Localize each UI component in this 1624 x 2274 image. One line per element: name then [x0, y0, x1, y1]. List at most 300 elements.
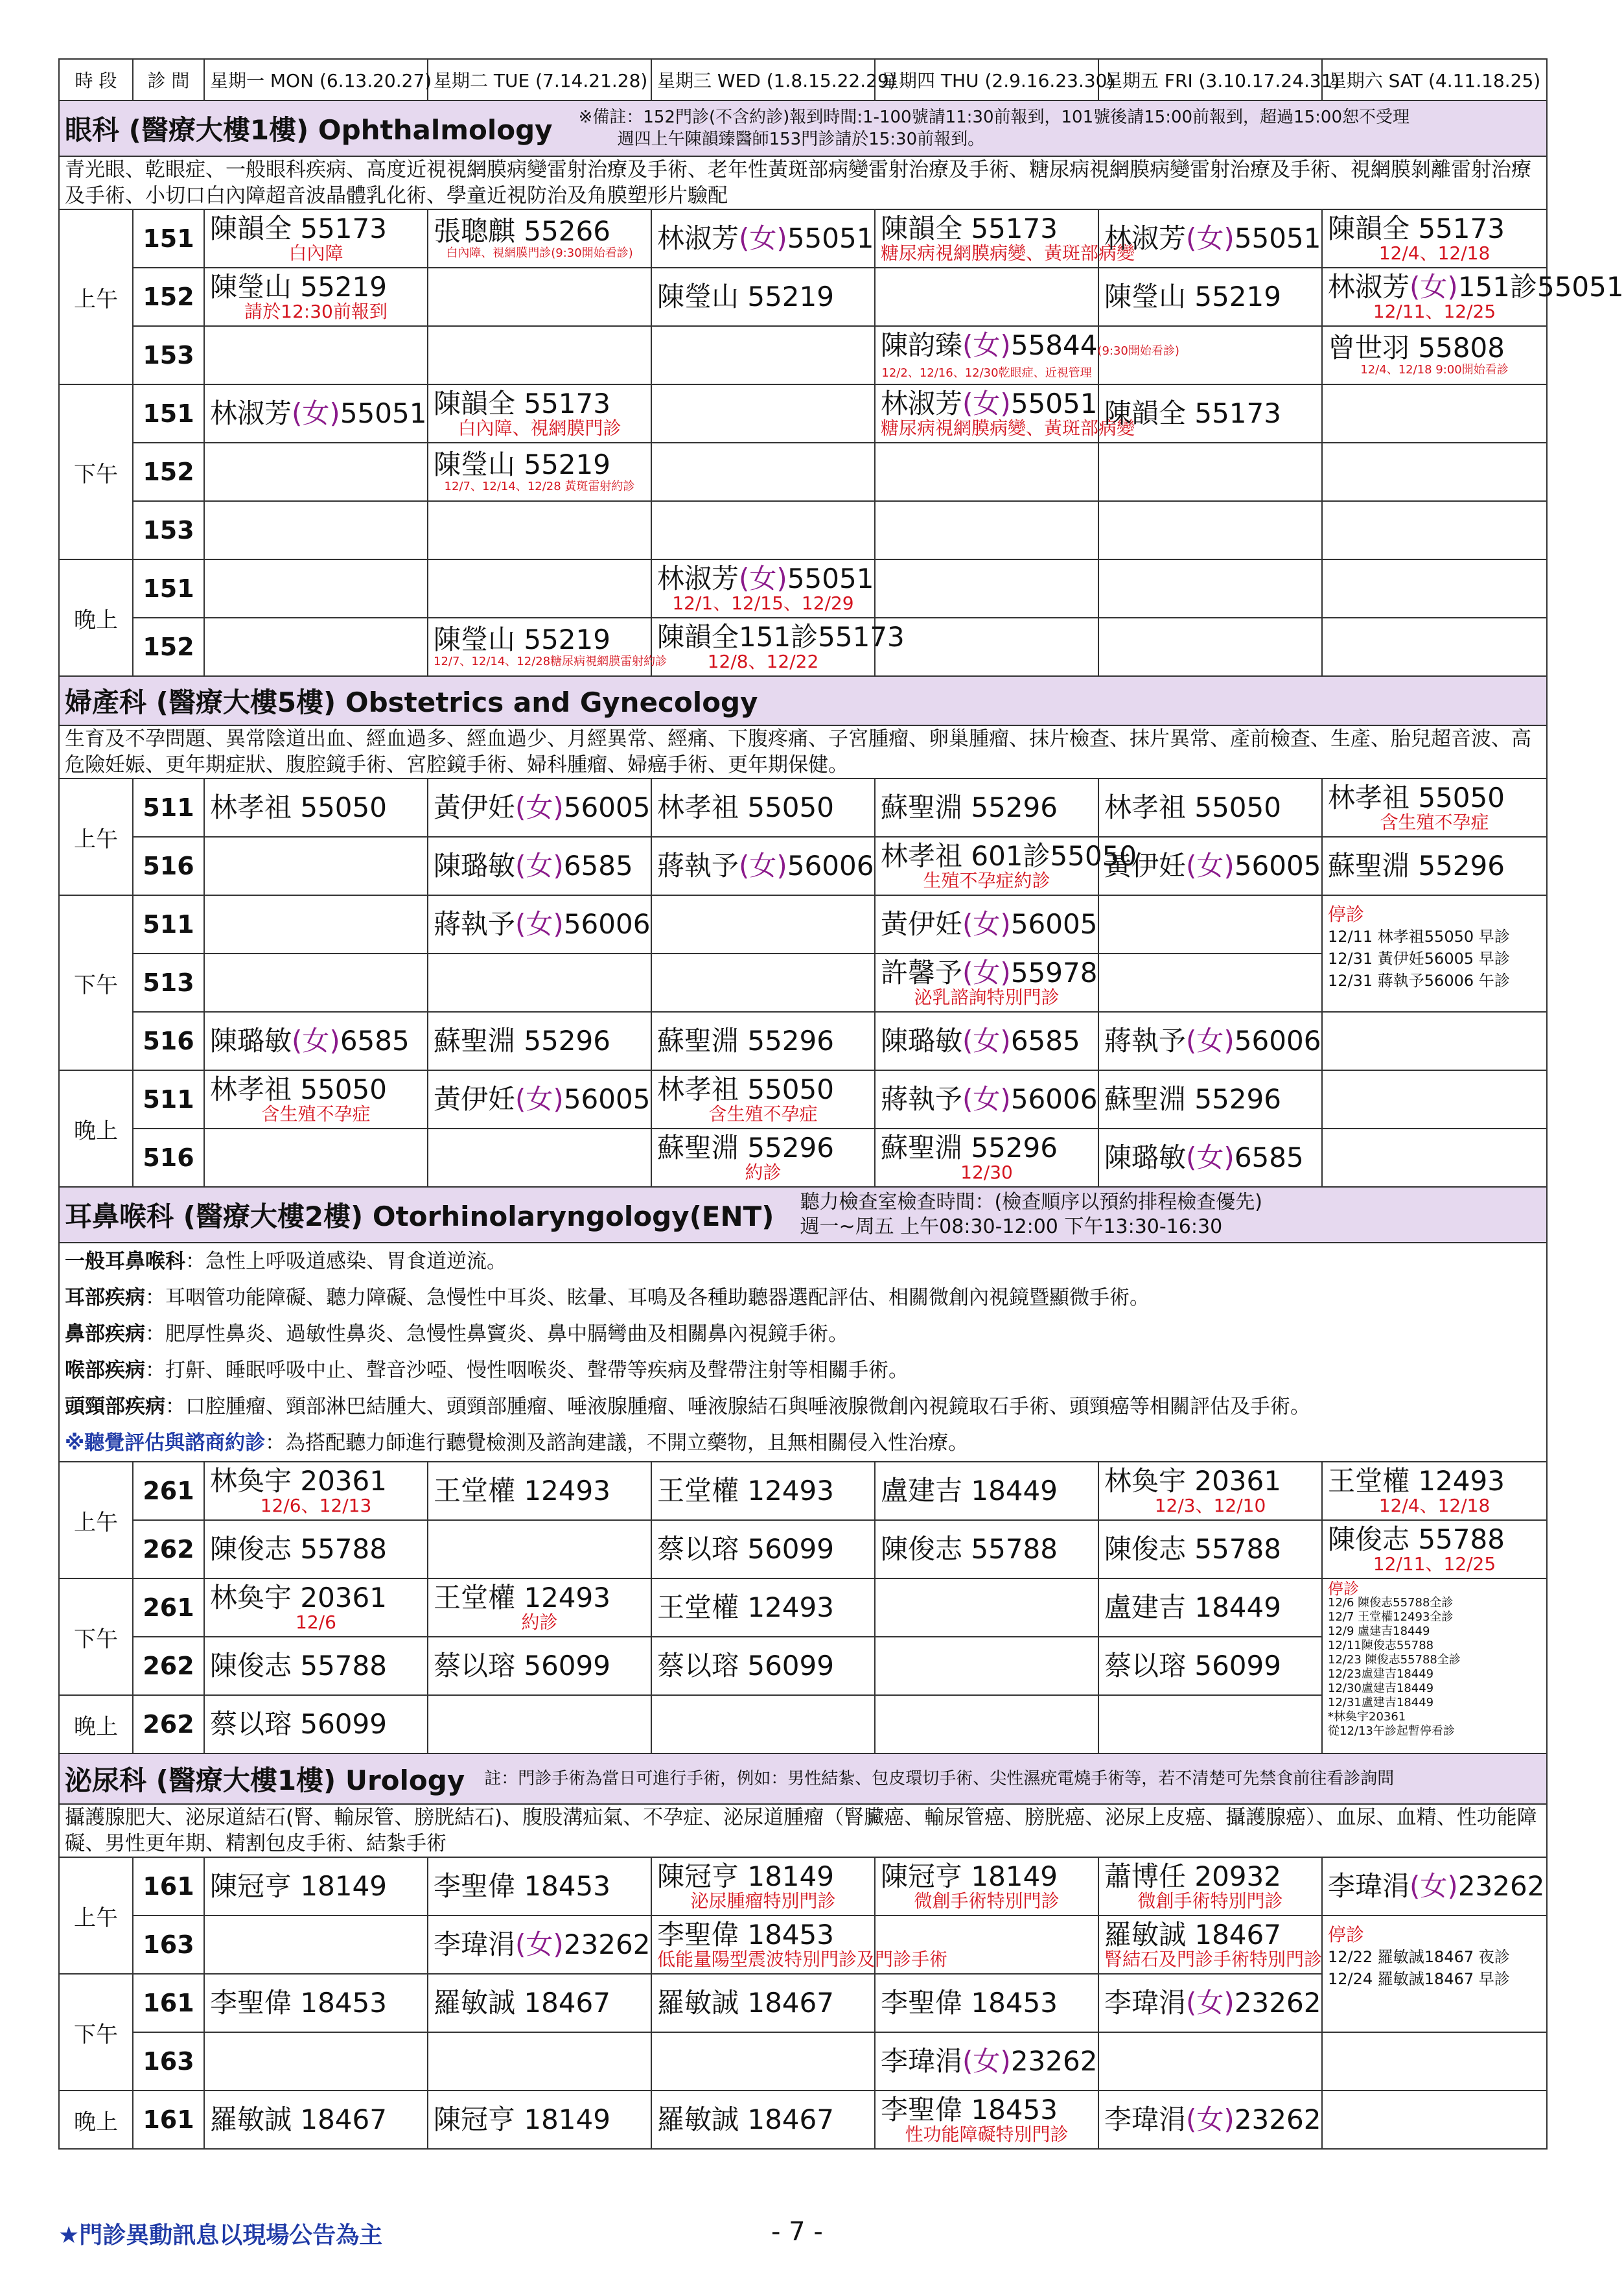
doctor-name: 陳俊志 55788 — [210, 1650, 387, 1682]
doctor-line — [1104, 1025, 1321, 1057]
doctor-name: 陳冠亨 18149 — [210, 1870, 387, 1902]
paren: ( — [1409, 271, 1421, 303]
doctor-name: 陳俊志 55788 — [1104, 1533, 1281, 1565]
clinic-note: 請於12:30前報到 — [244, 301, 388, 322]
empty-cell — [1322, 2091, 1547, 2149]
doctor-name: 許馨予 — [881, 957, 963, 989]
empty-cell — [1322, 1129, 1547, 1187]
empty-cell — [651, 326, 875, 384]
doctor-name: 林孝祖 55050 — [1328, 782, 1505, 814]
doctor-line — [210, 1709, 422, 1739]
extension-number: 55844 — [1010, 329, 1098, 361]
female-marker: 女 — [302, 397, 330, 429]
extension-number: 23262 — [1010, 2045, 1098, 2077]
clinic-note: 含生殖不孕症 — [1380, 812, 1489, 833]
header-tue: 星期二 TUE (7.14.21.28) — [428, 59, 651, 100]
stop-notice-line: 12/6 陳俊志55788全診 — [1328, 1596, 1454, 1610]
header-wed: 星期三 WED (1.8.15.22.29) — [651, 59, 875, 100]
extension-number: 55051 — [787, 222, 874, 254]
doctor-cell — [1098, 268, 1322, 326]
doctor-line — [1104, 850, 1321, 882]
empty-cell — [204, 326, 428, 384]
empty-cell — [428, 954, 651, 1012]
female-marker: 女 — [302, 1025, 330, 1057]
doctor-line — [1104, 282, 1316, 312]
clinic-note: 12/8、12/22 — [707, 651, 819, 672]
empty-cell — [204, 1916, 428, 1974]
doctor-line — [434, 1026, 645, 1056]
doctor-line — [434, 1583, 645, 1613]
empty-cell — [428, 559, 651, 618]
doctor-name: 蕭博任 20932 — [1104, 1860, 1281, 1892]
extension-number: 56005 — [563, 791, 651, 823]
paren: ) — [1224, 222, 1235, 254]
room-number: 161 — [133, 2091, 204, 2149]
doctor-cell — [875, 954, 1098, 1012]
room-number: 262 — [133, 1520, 204, 1578]
empty-cell — [428, 2032, 651, 2091]
room-number: 153 — [133, 501, 204, 559]
period-label: 下午 — [59, 895, 133, 1070]
clinic-note: 生殖不孕症約診 — [923, 870, 1050, 891]
empty-cell — [1322, 618, 1547, 676]
doctor-cell — [204, 268, 428, 326]
page-number: - 7 - — [771, 2217, 823, 2247]
extension-number: 23262 — [563, 1928, 651, 1960]
doctor-line — [434, 389, 645, 419]
extension-number: 56006 — [1010, 1083, 1098, 1115]
doctor-cell — [204, 384, 428, 443]
schedule-sheet — [58, 58, 1624, 2150]
doctor-cell — [204, 1520, 428, 1578]
ent-desc-label: 頭頸部疾病 — [65, 1395, 165, 1418]
doctor-line — [434, 450, 645, 480]
doctor-line — [1104, 1466, 1316, 1496]
room-number: 261 — [133, 1578, 204, 1637]
ent-description-row — [59, 1243, 1547, 1462]
female-marker: 女 — [973, 329, 1001, 361]
period-label: 晚上 — [59, 559, 133, 676]
doctor-name: 陳韻全 55173 — [210, 213, 387, 244]
clinic-note: 含生殖不孕症 — [261, 1103, 371, 1125]
female-marker: 女 — [749, 563, 777, 594]
empty-cell — [204, 443, 428, 501]
clinic-note: 12/11、12/25 — [1373, 301, 1496, 322]
doctor-name: 蘇聖淵 55296 — [881, 1132, 1058, 1164]
doctor-line — [1104, 222, 1321, 254]
room-number: 262 — [133, 1695, 204, 1753]
period-label: 下午 — [59, 384, 133, 559]
doctor-line — [657, 1920, 869, 1950]
doctor-name: 陳瑩山 55219 — [434, 624, 610, 655]
ophthalmology-note — [579, 106, 1409, 150]
doctor-name: 陳韻全 55173 — [1104, 397, 1281, 429]
doctor-name: 陳韻全 55173 — [881, 213, 1058, 244]
header-period: 時 段 — [59, 59, 133, 100]
doctor-line — [881, 214, 1093, 244]
doctor-line — [210, 2105, 422, 2135]
ent-note — [800, 1190, 1262, 1239]
doctor-cell — [1322, 1520, 1547, 1578]
empty-cell — [204, 895, 428, 954]
paren: ) — [776, 850, 787, 882]
stop-notice-line: 12/31 黃伊妊56005 早診 — [1328, 950, 1510, 968]
doctor-cell — [875, 1520, 1098, 1578]
empty-cell — [204, 837, 428, 895]
doctor-cell — [1098, 1129, 1322, 1187]
room-number: 261 — [133, 1462, 204, 1520]
ent-note-line1: 聽力檢查室檢查時間：(檢查順序以預約排程檢查優先) — [800, 1191, 1262, 1213]
empty-cell — [204, 1129, 428, 1187]
doctor-cell — [875, 1974, 1098, 2032]
doctor-name: 李聖偉 18453 — [881, 2094, 1058, 2126]
doctor-cell — [875, 384, 1135, 443]
clinic-note: 性功能障礙特別門診 — [905, 2124, 1069, 2145]
paren: ( — [1186, 222, 1197, 254]
doctor-cell — [428, 618, 667, 676]
empty-cell — [651, 895, 875, 954]
period-label: 下午 — [59, 1578, 133, 1695]
doctor-cell — [428, 1916, 651, 1974]
paren: ) — [553, 908, 564, 940]
paren: ( — [292, 397, 303, 429]
room-number: 151 — [133, 209, 204, 268]
paren: ) — [776, 563, 787, 594]
doctor-cell — [875, 1070, 1098, 1129]
doctor-cell — [428, 1012, 651, 1070]
female-marker: 女 — [1196, 1025, 1224, 1057]
paren: ( — [962, 908, 973, 940]
empty-cell — [428, 326, 651, 384]
doctor-cell — [651, 837, 875, 895]
clinic-note: 泌乳諮詢特別門診 — [914, 987, 1060, 1008]
clinic-note: 12/7、12/14、12/28 黃斑雷射約診 — [444, 480, 635, 493]
clinic-note: 白內障、視網膜門診(9:30開始看診) — [446, 246, 633, 260]
paren: ( — [1186, 850, 1197, 882]
stop-notice-line: 12/22 羅敏誠18467 夜診 — [1328, 1948, 1510, 1966]
doctor-line — [881, 908, 1098, 940]
extension-number: 23262 — [1457, 1870, 1545, 1902]
room-number: 151 — [133, 559, 204, 618]
doctor-line — [1104, 1920, 1316, 1950]
paren: ( — [739, 222, 750, 254]
period-label: 上午 — [59, 779, 133, 895]
doctor-name: 蔡以瑢 56099 — [657, 1533, 834, 1565]
doctor-name: 王堂權 12493 — [1328, 1465, 1505, 1497]
room-number: 511 — [133, 1070, 204, 1129]
doctor-name: 蔣執予 — [881, 1083, 963, 1115]
empty-cell — [428, 1129, 651, 1187]
doctor-line — [434, 791, 651, 823]
paren: ) — [1224, 1987, 1235, 2019]
doctor-cell — [651, 618, 905, 676]
empty-cell — [651, 384, 875, 443]
doctor-cell — [428, 1637, 651, 1695]
paren: ( — [1186, 2104, 1197, 2135]
doctor-cell — [1098, 1012, 1322, 1070]
doctor-cell — [1322, 1857, 1547, 1916]
stop-notice-line: 12/30盧建吉18449 — [1328, 1682, 1434, 1695]
doctor-cell — [428, 1857, 651, 1916]
urology-title: 泌尿科 (醫療大樓1樓) Urology — [65, 1764, 465, 1796]
clinic-note: 低能量陽型震波特別門診及門診手術 — [657, 1949, 948, 1970]
paren: ) — [329, 397, 340, 429]
urology-section-header — [59, 1753, 1547, 1804]
ent-desc-label: 鼻部疾病 — [65, 1322, 145, 1346]
urology-stop-notice — [1322, 1916, 1547, 2032]
doctor-name: 林奐宇 20361 — [1104, 1465, 1281, 1497]
doctor-name: 林淑芳 — [210, 397, 292, 429]
empty-cell — [875, 618, 1098, 676]
female-marker: 女 — [1196, 1987, 1224, 2019]
doctor-name: 李瑋涓 — [881, 2045, 963, 2077]
doctor-line — [1328, 214, 1541, 244]
empty-cell — [875, 1578, 1098, 1637]
doctor-line — [1328, 783, 1541, 813]
doctor-cell — [204, 1695, 428, 1753]
doctor-name: 陳冠亨 18149 — [881, 1860, 1058, 1892]
paren: ( — [962, 388, 973, 419]
clinic-note: 糖尿病視網膜病變、黃斑部病變 — [881, 417, 1135, 439]
doctor-cell — [1098, 1520, 1322, 1578]
doctor-line — [1104, 399, 1316, 428]
doctor-line — [434, 1988, 645, 2018]
doctor-name: 陳俊志 55788 — [881, 1533, 1058, 1565]
doctor-name: 黃伊妊 — [1104, 850, 1187, 882]
empty-cell — [1098, 1695, 1322, 1753]
doctor-line — [1104, 1143, 1316, 1173]
female-marker: 女 — [1196, 222, 1224, 254]
female-marker: 女 — [749, 222, 777, 254]
doctor-cell — [651, 1012, 875, 1070]
ophthalmology-note-line2: 週四上午陳韻臻醫師153門診請於15:30前報到。 — [617, 130, 985, 149]
doctor-name: 陳韻全 55173 — [1328, 213, 1505, 244]
doctor-line — [657, 563, 874, 594]
paren: ) — [1447, 271, 1458, 303]
doctor-cell — [651, 209, 875, 268]
doctor-name: 王堂權 12493 — [434, 1582, 610, 1613]
extension-number: 6585 — [1234, 1142, 1304, 1173]
empty-cell — [651, 2032, 875, 2091]
doctor-line — [657, 222, 874, 254]
clinic-note: 約診 — [521, 1612, 558, 1633]
doctor-cell — [204, 1974, 428, 2032]
ent-desc-text: ：耳咽管功能障礙、聽力障礙、急慢性中耳炎、眩暈、耳鳴及各種助聽器選配評估、相關微創內視鏡暨顯微手術。 — [145, 1286, 1150, 1309]
doctor-cell — [1098, 1637, 1322, 1695]
female-marker: 女 — [973, 1025, 1001, 1057]
doctor-line — [434, 1928, 651, 1960]
period-label: 上午 — [59, 1857, 133, 1974]
doctor-line — [657, 1593, 869, 1623]
paren: ( — [962, 329, 973, 361]
doctor-line — [210, 1466, 422, 1496]
extension-number: 6585 — [1010, 1025, 1080, 1057]
clinic-note: 12/6、12/13 — [260, 1495, 372, 1516]
doctor-name: 羅敏誠 18467 — [210, 2104, 387, 2135]
ophthalmology-description: 青光眼、乾眼症、一般眼科疾病、高度近視視網膜病變雷射治療及手術、老年性黃斑部病變雷射治療及手術、糖尿病視網膜病變雷射治療及手術、視網膜剝離雷射治療及手術、小切口白內障超音波晶體乳化術、學童近視防治及角膜塑形片驗配 — [59, 156, 1547, 209]
doctor-name: 林淑芳 — [657, 222, 739, 254]
female-marker: 女 — [526, 1928, 553, 1960]
female-marker: 女 — [1196, 2104, 1224, 2135]
empty-cell — [1098, 954, 1322, 1012]
doctor-line — [210, 214, 422, 244]
ent-title: 耳鼻喉科 (醫療大樓2樓) Otorhinolaryngology(ENT) — [65, 1201, 774, 1232]
doctor-line — [434, 1871, 645, 1901]
clinic-note: 泌尿腫瘤特別門診 — [690, 1890, 836, 1912]
clinic-note: 12/7、12/14、12/28糖尿病視網膜雷射約診 — [434, 655, 667, 668]
doctor-name: 李聖偉 18453 — [881, 1987, 1058, 2019]
room-number: 153 — [133, 326, 204, 384]
extension-number: 151診55051 — [1457, 271, 1624, 303]
empty-cell — [875, 501, 1098, 559]
paren: ) — [1000, 1025, 1011, 1057]
obgyn-stop-notice — [1322, 895, 1547, 1012]
ent-desc-text: ：肥厚性鼻炎、過敏性鼻炎、急慢性鼻竇炎、鼻中膈彎曲及相關鼻內視鏡手術。 — [145, 1322, 848, 1346]
doctor-name: 李瑋涓 — [1104, 2104, 1187, 2135]
stop-notice-line: 從12/13午診起暫停看診 — [1328, 1724, 1455, 1738]
clinic-schedule-table — [58, 58, 1624, 2150]
doctor-line — [657, 1651, 869, 1681]
doctor-cell — [428, 443, 651, 501]
doctor-name: 王堂權 12493 — [657, 1591, 834, 1623]
stop-notice-line: 12/23盧建吉18449 — [1328, 1667, 1434, 1681]
doctor-line — [881, 1534, 1093, 1564]
ophthalmology-title: 眼科 (醫療大樓1樓) Ophthalmology — [65, 114, 553, 146]
doctor-name: 陳俊志 55788 — [210, 1533, 387, 1565]
doctor-line — [210, 1075, 422, 1105]
doctor-cell — [428, 837, 651, 895]
empty-cell — [1322, 1070, 1547, 1129]
room-number: 161 — [133, 1974, 204, 2032]
clinic-note: 糖尿病視網膜病變、黃斑部病變 — [881, 242, 1135, 264]
doctor-name: 林淑芳 — [1328, 271, 1410, 303]
empty-cell — [875, 443, 1098, 501]
doctor-cell — [875, 837, 1137, 895]
stop-notice-line: 12/31 蔣執予56006 午診 — [1328, 972, 1510, 990]
paren: ( — [515, 791, 526, 823]
room-number: 513 — [133, 954, 204, 1012]
stop-notice-line: 12/7 王堂權12493全診 — [1328, 1610, 1454, 1624]
doctor-name: 林奐宇 20361 — [210, 1465, 387, 1497]
empty-cell — [875, 1695, 1098, 1753]
doctor-name: 林孝祖 55050 — [1104, 791, 1281, 823]
doctor-name: 黃伊妊 — [881, 908, 963, 940]
clinic-note: 12/3、12/10 — [1154, 1495, 1266, 1516]
room-number: 163 — [133, 2032, 204, 2091]
doctor-line — [1328, 271, 1624, 303]
doctor-cell — [651, 1857, 875, 1916]
doctor-name: 李聖偉 18453 — [657, 1919, 834, 1951]
doctor-cell — [1098, 2091, 1322, 2149]
urology-note: 註：門診手術為當日可進行手術，例如：男性結紮、包皮環切手術、尖性濕疣電燒手術等，若不清楚可先禁食前往看診詢問 — [484, 1769, 1395, 1788]
doctor-cell — [651, 1129, 875, 1187]
paren: ) — [1224, 850, 1235, 882]
stop-notice-title: 停診 — [1328, 1924, 1365, 1945]
empty-cell — [428, 1520, 651, 1578]
empty-cell — [1322, 501, 1547, 559]
doctor-name: 蘇聖淵 55296 — [657, 1132, 834, 1164]
stop-notice-line: *林奐宇20361 — [1328, 1710, 1406, 1724]
extension-number: 56005 — [1010, 908, 1098, 940]
doctor-cell — [1322, 837, 1547, 895]
empty-cell — [204, 618, 428, 676]
ent-desc-text: ：打鼾、睡眠呼吸中止、聲音沙啞、慢性咽喉炎、聲帶等疾病及聲帶注射等相關手術。 — [145, 1359, 909, 1382]
doctor-line — [1104, 793, 1316, 823]
doctor-cell — [428, 2091, 651, 2149]
doctor-name: 蔡以瑢 56099 — [1104, 1650, 1281, 1682]
doctor-cell — [204, 1578, 428, 1637]
doctor-cell — [875, 895, 1098, 954]
doctor-line — [657, 1026, 869, 1056]
doctor-cell — [1098, 779, 1322, 837]
doctor-cell — [1098, 1916, 1322, 1974]
doctor-cell — [875, 2091, 1098, 2149]
doctor-name: 蔣執予 — [657, 850, 739, 882]
doctor-line — [881, 1988, 1093, 2018]
stop-notice-line: 12/11 林孝祖55050 早診 — [1328, 928, 1510, 946]
doctor-name: 羅敏誠 18467 — [657, 1987, 834, 2019]
paren: ( — [739, 563, 750, 594]
room-number: 516 — [133, 1129, 204, 1187]
empty-cell — [1322, 443, 1547, 501]
doctor-cell — [1322, 268, 1624, 326]
room-number: 152 — [133, 618, 204, 676]
doctor-name: 黃伊妊 — [434, 1083, 516, 1115]
paren: ) — [1224, 1025, 1235, 1057]
header-row — [59, 59, 1547, 100]
female-marker: 女 — [973, 2045, 1001, 2077]
paren: ) — [1000, 957, 1011, 989]
doctor-name: 王堂權 12493 — [657, 1475, 834, 1506]
doctor-line — [1104, 1862, 1316, 1892]
doctor-line — [1104, 1593, 1316, 1623]
clinic-note: 含生殖不孕症 — [708, 1103, 818, 1125]
doctor-cell — [204, 209, 428, 268]
urology-description: 攝護腺肥大、泌尿道結石(腎、輸尿管、膀胱結石)、腹股溝疝氣、不孕症、泌尿道腫瘤（腎臟癌、輸尿管癌、膀胱癌、泌尿上皮癌、攝護腺癌）、血尿、血精、性功能障礙、男性更年期、精割包皮手術、結紮手術 — [59, 1804, 1547, 1857]
doctor-cell — [204, 1857, 428, 1916]
doctor-line — [881, 1133, 1093, 1163]
doctor-cell — [1322, 1462, 1547, 1520]
doctor-cell — [651, 1916, 948, 1974]
doctor-name: 蔣執予 — [1104, 1025, 1187, 1057]
doctor-line — [1104, 1084, 1316, 1114]
paren: ( — [515, 1928, 526, 1960]
clinic-note: 白內障、視網膜門診 — [458, 417, 621, 439]
doctor-cell — [428, 1578, 651, 1637]
doctor-line — [657, 850, 874, 882]
ent-desc-text: ：口腔腫瘤、頸部淋巴結腫大、頭頸部腫瘤、唾液腺腫瘤、唾液腺結石與唾液腺微創內視鏡取石手術、頭頸癌等相關評估及手術。 — [165, 1395, 1310, 1418]
clinic-note: 12/1、12/15、12/29 — [672, 592, 854, 614]
doctor-line — [1328, 851, 1541, 881]
female-marker: 女 — [1420, 1870, 1448, 1902]
header-thu: 星期四 THU (2.9.16.23.30) — [875, 59, 1098, 100]
clinic-note: 約診 — [745, 1162, 782, 1183]
empty-cell — [428, 268, 651, 326]
empty-cell — [204, 559, 428, 618]
obgyn-title: 婦產科 (醫療大樓5樓) Obstetrics and Gynecology — [65, 686, 758, 718]
stop-notice-line: 12/31盧建吉18449 — [1328, 1696, 1434, 1709]
doctor-name: 黃伊妊 — [434, 791, 516, 823]
doctor-cell — [1098, 1857, 1322, 1916]
paren: ) — [553, 1928, 564, 1960]
extension-number: 55051 — [1234, 222, 1321, 254]
doctor-line — [210, 397, 427, 429]
doctor-name: 羅敏誠 18467 — [1104, 1919, 1281, 1951]
obgyn-description: 生育及不孕問題、異常陰道出血、經血過多、經血過少、月經異常、經痛、下腹疼痛、子宮腫瘤、卵巢腫瘤、抹片檢查、抹片異常、產前檢查、生產、胎兒超音波、高危險妊娠、更年期症狀、腹腔鏡手術、宮腔鏡手術、婦科腫瘤、婦癌手術、更年期保健。 — [59, 725, 1547, 779]
female-marker: 女 — [973, 388, 1001, 419]
doctor-cell — [875, 1462, 1098, 1520]
clinic-note: 微創手術特別門診 — [1137, 1890, 1283, 1912]
